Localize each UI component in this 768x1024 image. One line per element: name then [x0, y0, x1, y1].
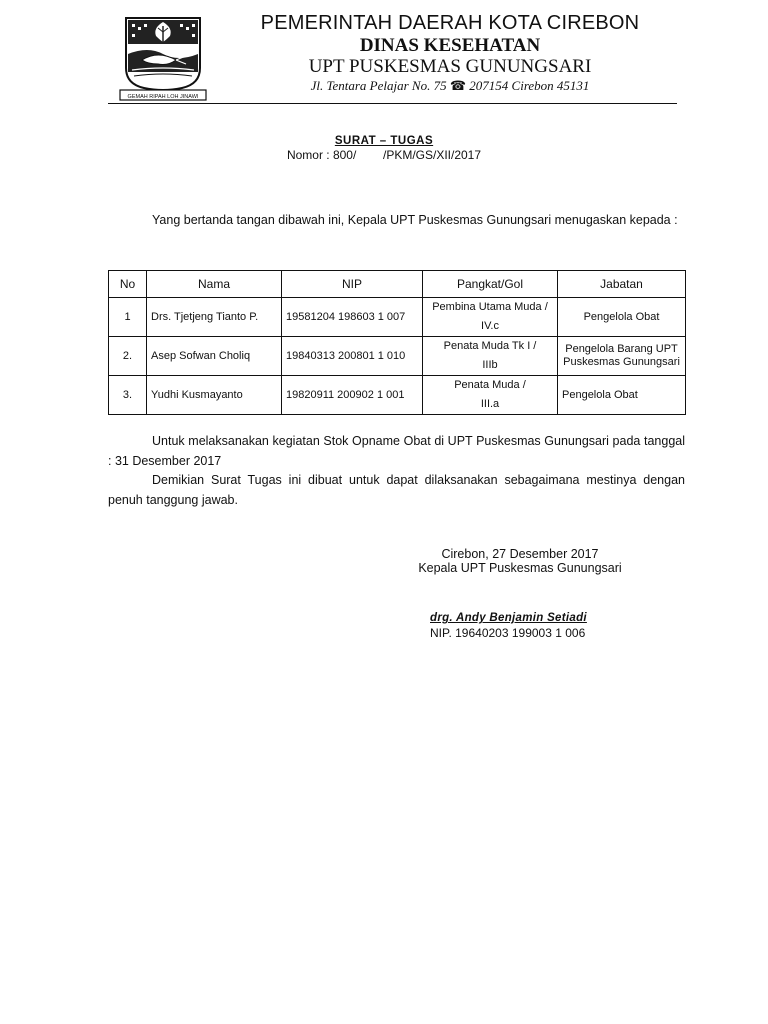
header-government: PEMERINTAH DAERAH KOTA CIREBON	[260, 12, 640, 34]
address-phone-city: 207154 Cirebon 45131	[466, 78, 590, 93]
jabatan-line1: Pengelola Barang UPT	[565, 343, 678, 355]
col-header-pangkat: Pangkat/Gol	[423, 271, 558, 298]
pangkat-line1: Penata Muda Tk I /	[443, 340, 537, 352]
cell-pangkat	[423, 298, 558, 337]
cell-nama: Yudhi Kusmayanto	[147, 376, 282, 415]
table-row	[109, 376, 686, 415]
intro-text: Yang bertanda tangan dibawah ini, Kepala UPT Puskesmas Gunungsari menugaskan kepada :	[152, 213, 678, 227]
body2-text: Demikian Surat Tugas ini dibuat untuk dapat dilaksanakan sebagaimana mestinya dengan penuh tanggung jawab.	[108, 473, 685, 507]
intro-paragraph	[108, 210, 685, 230]
cell-nip: 19820911 200902 1 001	[282, 376, 423, 415]
body-paragraph-2	[108, 470, 685, 510]
assignee-table	[108, 270, 686, 415]
body-paragraph-1	[108, 431, 685, 471]
cell-pangkat	[423, 376, 558, 415]
cell-no: 1	[109, 298, 147, 337]
signatory-nip: NIP. 19640203 199003 1 006	[430, 626, 586, 640]
phone-icon: ☎	[449, 78, 467, 93]
jabatan-line1: Pengelola Obat	[583, 311, 660, 323]
cell-no: 3.	[109, 376, 147, 415]
emblem-motto-text: GEMAH RIPAH LOH JINAWI	[127, 94, 199, 100]
table-row	[109, 337, 686, 376]
cell-nip: 19581204 198603 1 007	[282, 298, 423, 337]
pangkat-line2: IV.c	[481, 320, 499, 332]
cell-nama: Drs. Tjetjeng Tianto P.	[147, 298, 282, 337]
header-address	[0, 78, 768, 94]
header-divider	[108, 103, 677, 104]
col-header-jabatan: Jabatan	[558, 271, 686, 298]
cell-nip: 19840313 200801 1 010	[282, 337, 423, 376]
col-header-nama: Nama	[147, 271, 282, 298]
cell-jabatan	[558, 337, 686, 376]
letter-title: SURAT – TUGAS	[334, 135, 434, 147]
header-department: DINAS KESEHATAN	[359, 35, 541, 56]
body1-text: Untuk melaksanakan kegiatan Stok Opname Obat di UPT Puskesmas Gunungsari pada tanggal : 31 Desember 2017	[108, 434, 685, 468]
pangkat-line1: Penata Muda /	[454, 379, 526, 391]
table-header-row	[109, 271, 686, 298]
pangkat-line2: III.a	[480, 398, 500, 410]
cell-jabatan	[558, 298, 686, 337]
cell-pangkat	[423, 337, 558, 376]
letter-number: Nomor : 800/ /PKM/GS/XII/2017	[286, 148, 482, 162]
col-header-nip: NIP	[282, 271, 423, 298]
signature-position: Kepala UPT Puskesmas Gunungsari	[418, 561, 622, 575]
header-institution: UPT PUSKESMAS GUNUNGSARI	[308, 56, 592, 77]
address-street: Jl. Tentara Pelajar No. 75	[310, 78, 447, 93]
cell-jabatan	[558, 376, 686, 415]
cell-no: 2.	[109, 337, 147, 376]
signature-place-date: Cirebon, 27 Desember 2017	[441, 547, 599, 561]
pangkat-line2: IIIb	[482, 359, 498, 371]
jabatan-line2: Puskesmas Gunungsari	[563, 356, 680, 368]
col-header-no: No	[109, 271, 147, 298]
signatory-name: drg. Andy Benjamin Setiadi	[430, 612, 587, 624]
jabatan-line1: Pengelola Obat	[562, 389, 638, 401]
table-row	[109, 298, 686, 337]
pangkat-line1: Pembina Utama Muda /	[432, 301, 548, 313]
cell-nama: Asep Sofwan Choliq	[147, 337, 282, 376]
